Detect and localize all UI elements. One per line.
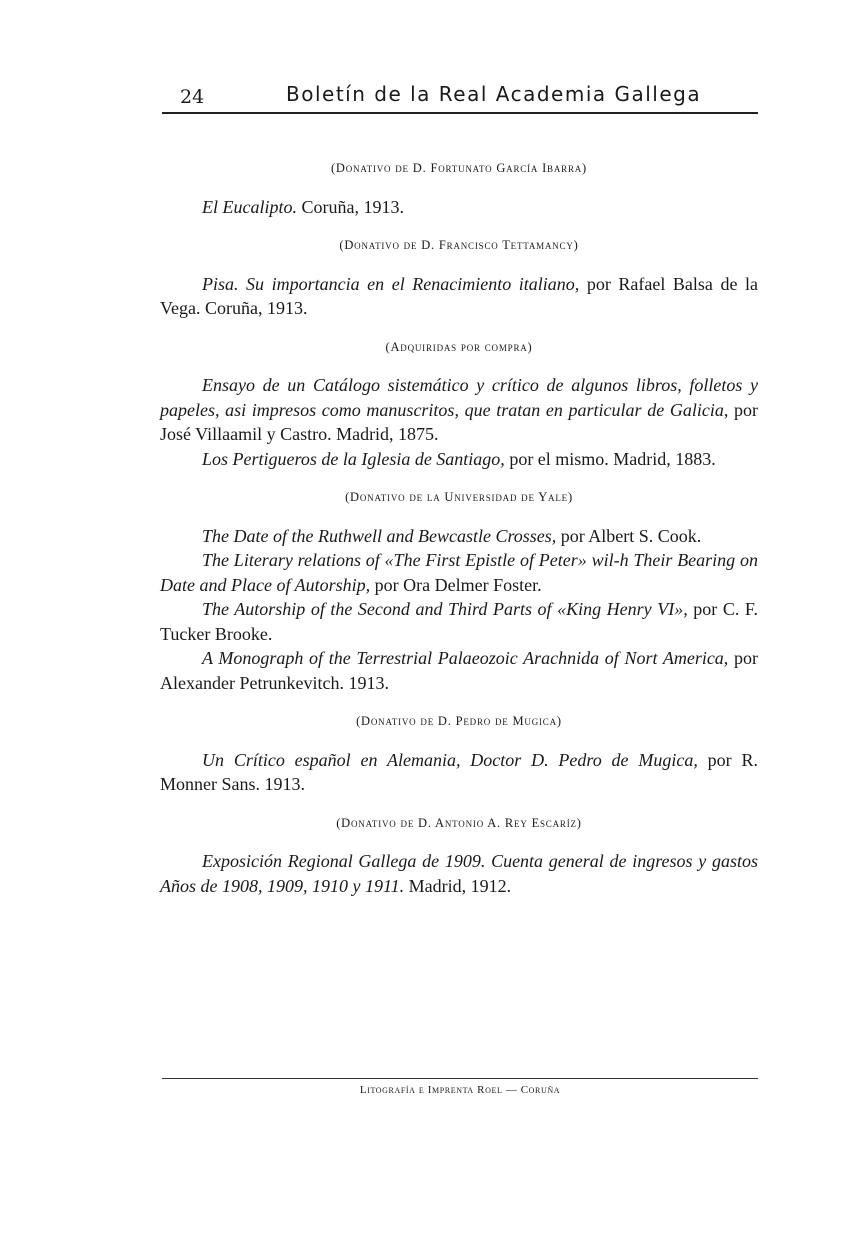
entry-details: por José Villaamil y Castro. Madrid, 1875. [160, 399, 758, 444]
section-tettamancy [160, 233, 758, 321]
section-rey-escariz [160, 811, 758, 899]
entry-title: Pisa. Su importancia en el Renacimiento italiano, [202, 273, 580, 294]
entry-title: Un Crítico español en Alemania, Doctor D. Pedro de Mugica, [202, 749, 698, 770]
entry-details: por Rafael Balsa de la Vega. Coruña, 1913. [160, 273, 758, 318]
list-item [160, 597, 758, 646]
entry-details: por R. Monner Sans. 1913. [160, 749, 759, 794]
page-number: 24 [180, 86, 205, 108]
entry-details: por Albert S. Cook. [556, 525, 702, 546]
entry-title: El Eucalipto. [202, 196, 297, 217]
running-title: Boletín de la Real Academia Gallega [286, 82, 702, 106]
entry-details: Coruña, 1913. [296, 196, 404, 217]
entry-title: Ensayo de un Catálogo sistemático y crítico de algunos libros, folletos y papeles, asi impresos como manuscritos, que tratan en particular de Galicia, [160, 375, 758, 420]
list-item [160, 548, 758, 597]
entry-title: Los Pertigueros de la Iglesia de Santiago, [202, 448, 505, 469]
list-item [160, 748, 758, 797]
printer-imprint: Litografía e Imprenta Roel — Coruña [359, 1084, 561, 1096]
entry-title: The Date of the Ruthwell and Bewcastle Crosses, [202, 525, 557, 546]
section-heading: (Donativo de D. Pedro de Mugica) [356, 714, 562, 728]
list-item [160, 272, 758, 321]
header-rule [162, 112, 758, 114]
section-compra [160, 335, 758, 472]
list-item [160, 373, 758, 447]
section-heading: (Donativo de D. Francisco Tettamancy) [339, 238, 579, 252]
entry-title: Exposición Regional Gallega de 1909. Cuenta general de ingresos y gastos Años de 1908, 1909, 1910 y 1911. [160, 851, 758, 896]
section-heading: (Donativo de la Universidad de Yale) [345, 490, 573, 504]
list-item [160, 524, 758, 549]
list-item [160, 195, 758, 220]
section-heading: (Donativo de D. Fortunato García Ibarra) [330, 161, 588, 175]
entry-details: Madrid, 1912. [404, 875, 512, 896]
list-item [160, 849, 758, 898]
page-header [162, 80, 758, 114]
entry-title: The Literary relations of «The First Epistle of Peter» wil-h Their Bearing on Date and Place of Autorship, [160, 550, 758, 595]
section-yale [160, 485, 758, 695]
list-item [160, 447, 758, 472]
entry-details: por Alexander Petrunkevitch. 1913. [160, 648, 758, 693]
entry-title: The Autorship of the Second and Third Parts of «King Henry VI», [202, 599, 688, 619]
section-garcia-ibarra [160, 156, 758, 219]
entry-details: por el mismo. Madrid, 1883. [504, 448, 716, 469]
section-mugica [160, 709, 758, 797]
list-item [160, 646, 758, 695]
section-heading: (Adquiridas por compra) [385, 339, 533, 354]
section-heading: (Donativo de D. Antonio A. Rey Escaríz) [336, 815, 582, 830]
body-text [160, 150, 758, 912]
entry-details: por Ora Delmer Foster. [370, 574, 542, 595]
entry-details: por C. F. Tucker Brooke. [160, 599, 758, 644]
footer-rule [162, 1078, 758, 1079]
entry-title: A Monograph of the Terrestrial Palaeozoic Arachnida of Nort America, [202, 648, 729, 668]
